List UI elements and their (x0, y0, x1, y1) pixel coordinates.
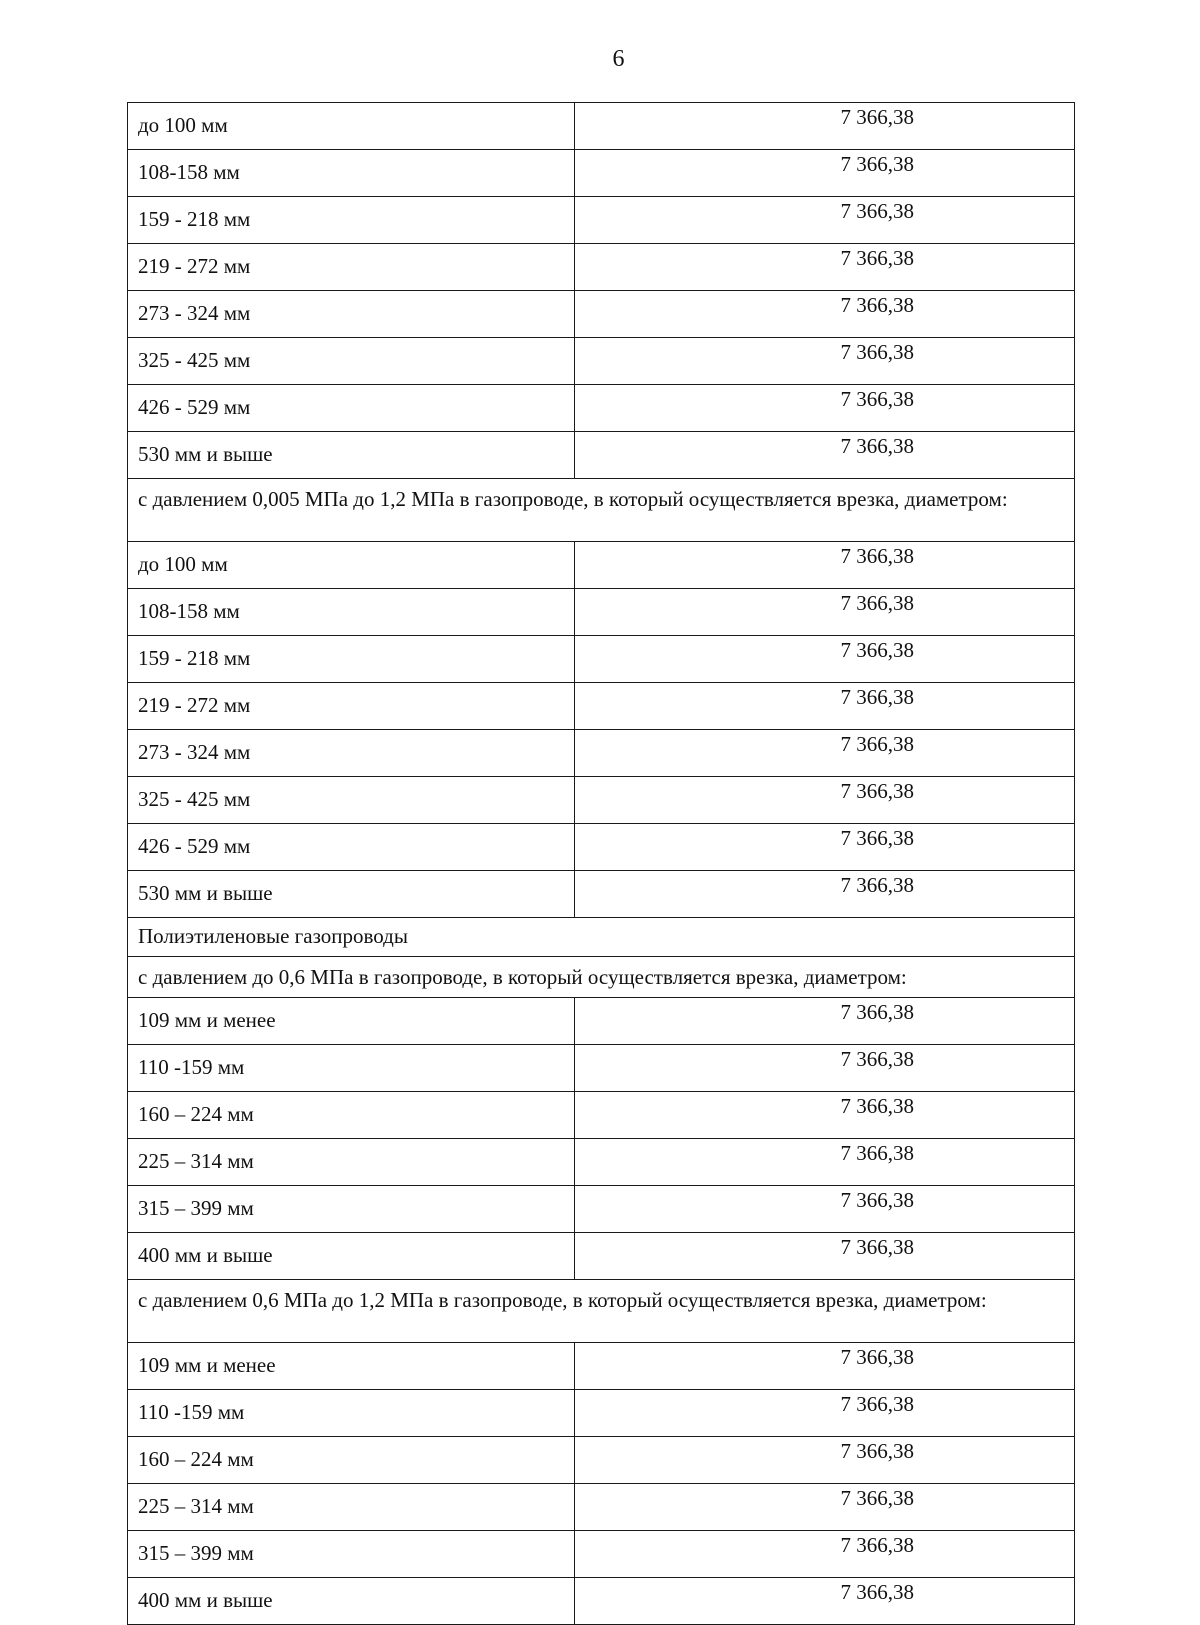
diameter-label: 159 - 218 мм (128, 197, 575, 244)
price-value: 7 366,38 (575, 998, 1075, 1045)
diameter-label: 315 – 399 мм (128, 1531, 575, 1578)
table-row (128, 636, 1075, 683)
price-value: 7 366,38 (575, 1437, 1075, 1484)
price-value: 7 366,38 (575, 1092, 1075, 1139)
price-value: 7 366,38 (575, 432, 1075, 479)
price-value: 7 366,38 (575, 542, 1075, 589)
table-row (128, 244, 1075, 291)
table-row (128, 1531, 1075, 1578)
diameter-label: 426 - 529 мм (128, 385, 575, 432)
price-value: 7 366,38 (575, 385, 1075, 432)
price-value: 7 366,38 (575, 824, 1075, 871)
price-value: 7 366,38 (575, 683, 1075, 730)
diameter-label: 160 – 224 мм (128, 1437, 575, 1484)
diameter-label: до 100 мм (128, 103, 575, 150)
price-value: 7 366,38 (575, 1578, 1075, 1625)
table-row (128, 103, 1075, 150)
tariff-table-body (128, 103, 1075, 1625)
price-value: 7 366,38 (575, 589, 1075, 636)
diameter-label: 225 – 314 мм (128, 1484, 575, 1531)
diameter-label: 530 мм и выше (128, 871, 575, 918)
table-row (128, 1578, 1075, 1625)
diameter-label: 530 мм и выше (128, 432, 575, 479)
table-row (128, 1139, 1075, 1186)
price-value: 7 366,38 (575, 730, 1075, 777)
section-header: с давлением 0,6 МПа до 1,2 МПа в газопроводе, в который осуществляется врезка, диаметром: (128, 1280, 1075, 1343)
table-row (128, 824, 1075, 871)
diameter-label: 219 - 272 мм (128, 683, 575, 730)
diameter-label: 325 - 425 мм (128, 338, 575, 385)
diameter-label: 325 - 425 мм (128, 777, 575, 824)
section-header: с давлением до 0,6 МПа в газопроводе, в который осуществляется врезка, диаметром: (128, 957, 1075, 998)
section-header-row (128, 1280, 1075, 1343)
table-row (128, 432, 1075, 479)
diameter-label: 110 -159 мм (128, 1390, 575, 1437)
price-value: 7 366,38 (575, 197, 1075, 244)
table-row (128, 1343, 1075, 1390)
price-value: 7 366,38 (575, 1343, 1075, 1390)
diameter-label: 315 – 399 мм (128, 1186, 575, 1233)
table-row (128, 291, 1075, 338)
diameter-label: 160 – 224 мм (128, 1092, 575, 1139)
price-value: 7 366,38 (575, 338, 1075, 385)
section-header: Полиэтиленовые газопроводы (128, 918, 1075, 957)
section-header-row (128, 479, 1075, 542)
table-row (128, 1233, 1075, 1280)
diameter-label: 159 - 218 мм (128, 636, 575, 683)
table-row (128, 683, 1075, 730)
price-value: 7 366,38 (575, 1186, 1075, 1233)
table-row (128, 385, 1075, 432)
diameter-label: 110 -159 мм (128, 1045, 575, 1092)
section-header-row (128, 918, 1075, 957)
diameter-label: 273 - 324 мм (128, 291, 575, 338)
price-value: 7 366,38 (575, 1390, 1075, 1437)
section-header-row (128, 957, 1075, 998)
section-header: с давлением 0,005 МПа до 1,2 МПа в газопроводе, в который осуществляется врезка, диаметром: (128, 479, 1075, 542)
price-value: 7 366,38 (575, 636, 1075, 683)
diameter-label: 108-158 мм (128, 589, 575, 636)
table-row (128, 338, 1075, 385)
diameter-label: 400 мм и выше (128, 1578, 575, 1625)
table-row (128, 777, 1075, 824)
table-row (128, 197, 1075, 244)
table-row (128, 1390, 1075, 1437)
price-value: 7 366,38 (575, 244, 1075, 291)
table-row (128, 1092, 1075, 1139)
table-row (128, 998, 1075, 1045)
diameter-label: 109 мм и менее (128, 998, 575, 1045)
price-value: 7 366,38 (575, 871, 1075, 918)
page-number: 6 (612, 46, 625, 72)
table-row (128, 730, 1075, 777)
price-value: 7 366,38 (575, 777, 1075, 824)
diameter-label: 108-158 мм (128, 150, 575, 197)
table-row (128, 1437, 1075, 1484)
price-value: 7 366,38 (575, 1531, 1075, 1578)
diameter-label: 219 - 272 мм (128, 244, 575, 291)
price-value: 7 366,38 (575, 1233, 1075, 1280)
price-value: 7 366,38 (575, 1139, 1075, 1186)
diameter-label: 109 мм и менее (128, 1343, 575, 1390)
table-row (128, 589, 1075, 636)
price-value: 7 366,38 (575, 291, 1075, 338)
diameter-label: 273 - 324 мм (128, 730, 575, 777)
tariff-table (127, 102, 1075, 1625)
diameter-label: 426 - 529 мм (128, 824, 575, 871)
diameter-label: 400 мм и выше (128, 1233, 575, 1280)
table-row (128, 1186, 1075, 1233)
diameter-label: 225 – 314 мм (128, 1139, 575, 1186)
table-row (128, 150, 1075, 197)
price-value: 7 366,38 (575, 103, 1075, 150)
table-row (128, 1484, 1075, 1531)
table-row (128, 542, 1075, 589)
price-value: 7 366,38 (575, 1045, 1075, 1092)
table-row (128, 1045, 1075, 1092)
table-row (128, 871, 1075, 918)
diameter-label: до 100 мм (128, 542, 575, 589)
price-value: 7 366,38 (575, 1484, 1075, 1531)
price-value: 7 366,38 (575, 150, 1075, 197)
